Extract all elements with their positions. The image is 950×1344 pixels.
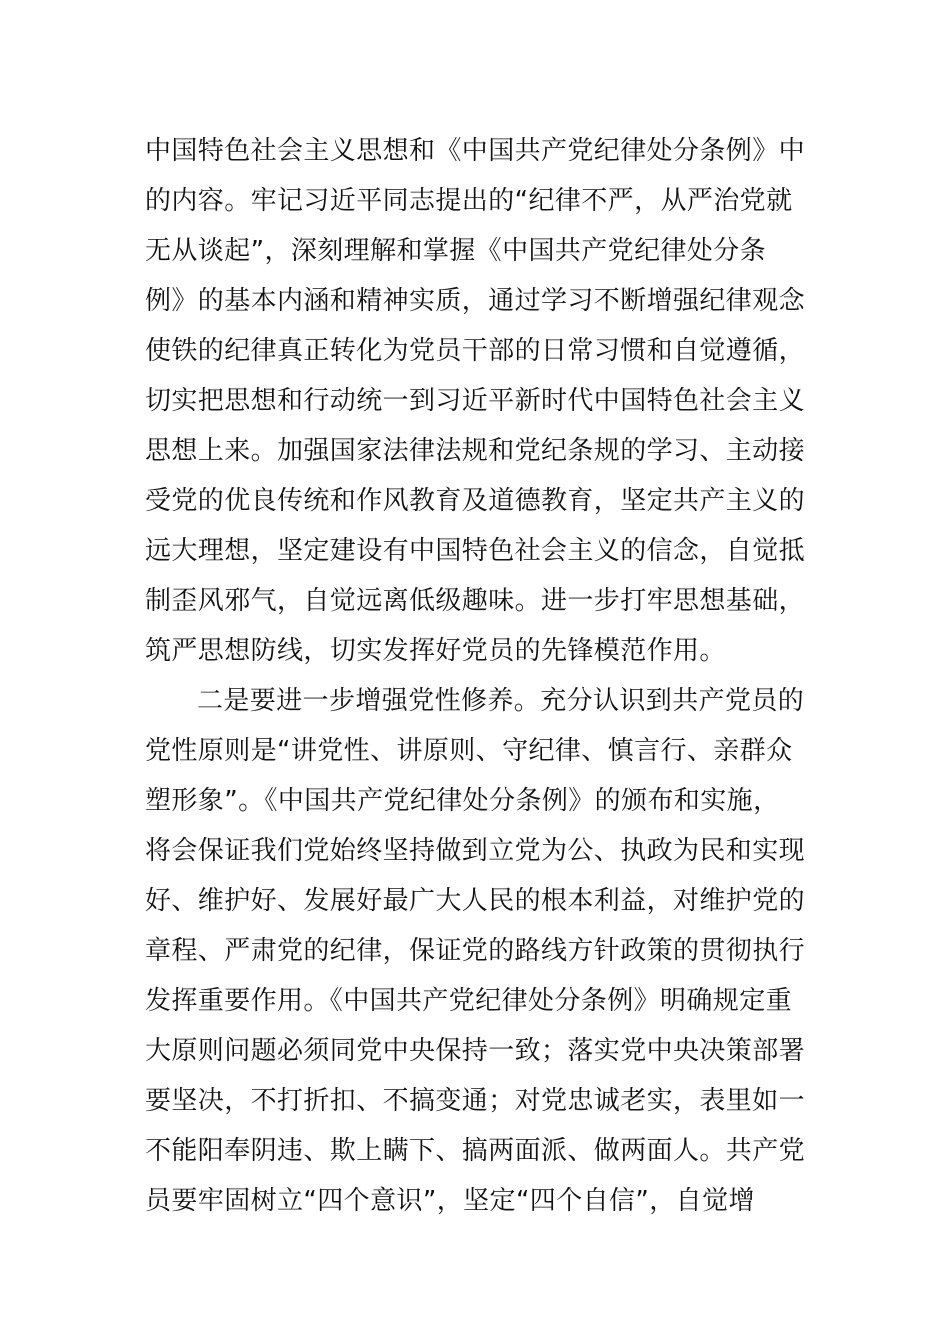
text-line: 章程、严肃党的纪律，保证党的路线方针政策的贯彻执行	[145, 936, 806, 966]
text-line: 大原则问题必须同党中央保持一致；落实党中央决策部署	[145, 1036, 806, 1066]
text-line: 思想上来。加强国家法律法规和党纪条规的学习、主动接	[145, 436, 806, 466]
paragraph-start-line: 二是要进一步增强党性修养。充分认识到共产党员的	[197, 686, 805, 716]
text-line: 制歪风邪气，自觉远离低级趣味。进一步打牢思想基础，	[145, 586, 806, 616]
text-line: 切实把思想和行动统一到习近平新时代中国特色社会主义	[145, 386, 806, 416]
text-line: 远大理想，坚定建设有中国特色社会主义的信念，自觉抵	[145, 536, 806, 566]
text-line: 发挥重要作用。《中国共产党纪律处分条例》明确规定重	[145, 986, 793, 1016]
text-line: 中国特色社会主义思想和《中国共产党纪律处分条例》中	[145, 136, 806, 166]
text-line: 党性原则是“讲党性、讲原则、守纪律、慎言行、亲群众	[145, 736, 793, 766]
text-line: 好、维护好、发展好最广大人民的根本利益，对维护党的	[145, 886, 806, 916]
body-text	[145, 126, 815, 1226]
text-line: 塑形象”。《中国共产党纪律处分条例》的颁布和实施，	[145, 786, 780, 816]
text-line: 要坚决，不打折扣、不搞变通；对党忠诚老实，表里如一	[145, 1086, 806, 1116]
text-line: 使铁的纪律真正转化为党员干部的日常习惯和自觉遵循，	[145, 336, 806, 366]
text-line: 员要牢固树立“四个意识”，坚定“四个自信”，自觉增	[145, 1186, 755, 1216]
text-line: 无从谈起”，深刻理解和掌握《中国共产党纪律处分条	[145, 236, 767, 266]
text-line: 将会保证我们党始终坚持做到立党为公、执政为民和实现	[145, 836, 806, 866]
text-line: 的内容。牢记习近平同志提出的“纪律不严，从严治党就	[145, 186, 793, 216]
text-line: 筑严思想防线，切实发挥好党员的先锋模范作用。	[145, 636, 726, 666]
text-line: 例》的基本内涵和精神实质，通过学习不断增强纪律观念	[145, 286, 806, 316]
text-line: 受党的优良传统和作风教育及道德教育，坚定共产主义的	[145, 486, 806, 516]
text-line: 不能阳奉阴违、欺上瞒下、搞两面派、做两面人。共产党	[145, 1136, 806, 1166]
